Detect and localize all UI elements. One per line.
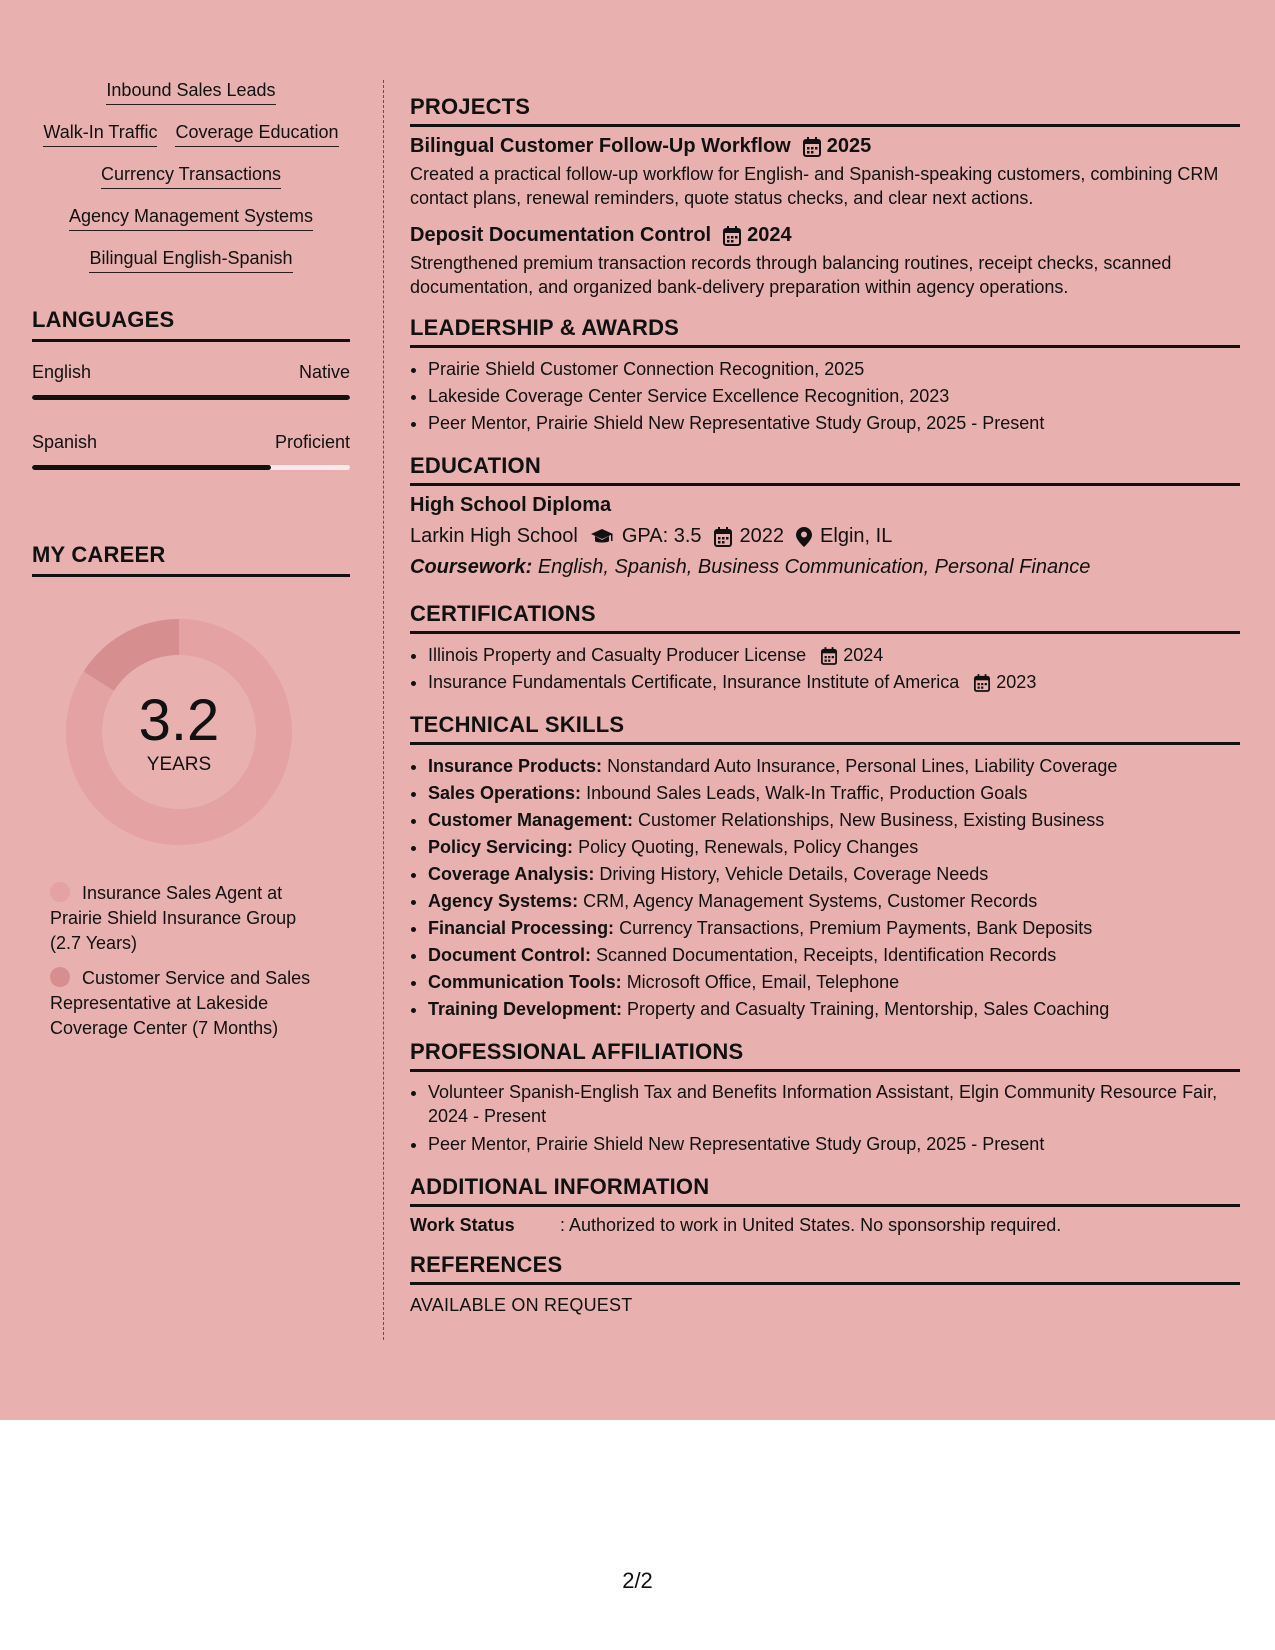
calendar-icon <box>723 226 741 246</box>
career-donut <box>66 619 292 845</box>
skill-item <box>428 942 1240 969</box>
skill-value: Currency Transactions, Premium Payments, Bank Deposits <box>619 918 1093 938</box>
references-title: REFERENCES <box>410 1252 1240 1285</box>
list-item <box>428 669 1240 696</box>
technical-skills-list <box>410 753 1240 1023</box>
education-coursework <box>410 556 1240 579</box>
cert-year: 2024 <box>843 645 884 665</box>
project-title <box>410 224 1240 247</box>
cert-name: Illinois Property and Casualty Producer License <box>428 645 807 665</box>
language-bar-fill <box>32 465 271 470</box>
skill-value: CRM, Agency Management Systems, Customer Records <box>583 891 1038 911</box>
additional-info-section <box>410 1174 1240 1236</box>
project-description: Created a practical follow-up workflow for English- and Spanish-speaking customers, combining CRM contact plans, renewal reminders, quote status checks, and clear next actions. <box>410 164 1219 208</box>
skill-value: Scanned Documentation, Receipts, Identification Records <box>596 945 1057 965</box>
language-item <box>32 362 350 400</box>
education-details <box>410 525 1240 548</box>
skill-item <box>428 753 1240 780</box>
list-item: • Prairie Shield Customer Connection Recognition, 2025 <box>428 356 1240 383</box>
legend-dot <box>50 882 70 902</box>
skill-key: Agency Systems: <box>428 891 579 911</box>
project-name: Bilingual Customer Follow-Up Workflow <box>410 135 791 157</box>
language-level: Native <box>298 362 350 382</box>
calendar-icon <box>803 137 821 157</box>
leadership-section <box>410 315 1240 437</box>
career-unit: YEARS <box>146 754 212 775</box>
career-legend <box>32 881 350 1041</box>
technical-skills-section <box>410 712 1240 1023</box>
language-level: Proficient <box>274 432 350 452</box>
skill-tags <box>32 80 350 273</box>
skill-key: Financial Processing: <box>428 918 615 938</box>
left-column <box>32 80 350 1051</box>
list-item: • Peer Mentor, Prairie Shield New Representative Study Group, 2025 - Present <box>428 1131 1240 1158</box>
career-section <box>32 542 350 1041</box>
skill-item <box>428 780 1240 807</box>
coursework-label: Coursework: <box>410 556 533 578</box>
skill-item <box>428 807 1240 834</box>
coursework-value: English, Spanish, Business Communication, Personal Finance <box>537 556 1091 578</box>
skill-item <box>428 996 1240 1023</box>
skill-key: Communication Tools: <box>428 972 622 992</box>
skill-key: Training Development: <box>428 999 623 1019</box>
skill-key: Coverage Analysis: <box>428 864 595 884</box>
map-pin-icon <box>796 527 812 547</box>
legend-dot <box>50 967 70 987</box>
cert-year: 2023 <box>996 672 1037 692</box>
certifications-section <box>410 601 1240 696</box>
skill-item <box>428 969 1240 996</box>
language-name: English <box>32 362 92 382</box>
skill-value: Driving History, Vehicle Details, Coverage Needs <box>599 864 989 884</box>
skill-tag: Inbound Sales Leads <box>106 80 275 105</box>
skill-value: Nonstandard Auto Insurance, Personal Lines, Liability Coverage <box>607 756 1118 776</box>
skill-tag: Bilingual English-Spanish <box>89 248 292 273</box>
skill-key: Policy Servicing: <box>428 837 574 857</box>
career-total: 3.2 <box>138 688 220 753</box>
list-item: • Peer Mentor, Prairie Shield New Representative Study Group, 2025 - Present <box>428 410 1240 437</box>
skill-key: Insurance Products: <box>428 756 603 776</box>
cert-name: Insurance Fundamentals Certificate, Insurance Institute of America <box>428 672 960 692</box>
skill-value: Customer Relationships, New Business, Existing Business <box>638 810 1105 830</box>
language-bar <box>32 395 350 400</box>
references-section <box>410 1252 1240 1316</box>
career-title: MY CAREER <box>32 542 350 577</box>
additional-info-title: ADDITIONAL INFORMATION <box>410 1174 1240 1207</box>
column-divider <box>383 80 384 1340</box>
skill-value: Inbound Sales Leads, Walk-In Traffic, Production Goals <box>586 783 1028 803</box>
education-degree: High School Diploma <box>410 494 612 516</box>
skill-item <box>428 915 1240 942</box>
calendar-icon <box>821 647 837 665</box>
list-item <box>428 642 1240 669</box>
education-title: EDUCATION <box>410 453 1240 486</box>
project-name: Deposit Documentation Control <box>410 224 712 246</box>
skill-key: Document Control: <box>428 945 591 965</box>
projects-section <box>410 94 1240 299</box>
projects-title: PROJECTS <box>410 94 1240 127</box>
languages-section <box>32 307 350 470</box>
skill-tag: Agency Management Systems <box>69 206 313 231</box>
certifications-title: CERTIFICATIONS <box>410 601 1240 634</box>
skill-key: Sales Operations: <box>428 783 582 803</box>
skill-key: Customer Management: <box>428 810 634 830</box>
education-location: Elgin, IL <box>820 525 893 547</box>
education-section <box>410 453 1240 579</box>
language-bar-fill <box>32 395 350 400</box>
skill-value: Microsoft Office, Email, Telephone <box>626 972 900 992</box>
skill-item <box>428 888 1240 915</box>
work-status-label: Work Status <box>410 1215 515 1235</box>
career-legend-item <box>50 881 330 956</box>
skill-tag: Coverage Education <box>175 122 338 147</box>
education-gpa: GPA: 3.5 <box>621 525 702 547</box>
skill-item <box>428 861 1240 888</box>
skill-tag: Walk-In Traffic <box>43 122 157 147</box>
affiliations-title: PROFESSIONAL AFFILIATIONS <box>410 1039 1240 1072</box>
graduation-cap-icon <box>590 528 614 546</box>
leadership-title: LEADERSHIP & AWARDS <box>410 315 1240 348</box>
list-item: • Volunteer Spanish-English Tax and Benefits Information Assistant, Elgin Community Resource Fair, 2024 - Present <box>428 1080 1240 1128</box>
calendar-icon <box>714 527 732 547</box>
career-label: Customer Service and Sales Representative at Lakeside Coverage Center (7 Months) <box>50 968 311 1038</box>
project-year: 2024 <box>747 224 792 246</box>
skill-value: Property and Casualty Training, Mentorship, Sales Coaching <box>627 999 1110 1019</box>
skill-tag: Currency Transactions <box>101 164 281 189</box>
career-label: Insurance Sales Agent at Prairie Shield Insurance Group (2.7 Years) <box>50 883 297 953</box>
skill-value: Policy Quoting, Renewals, Policy Changes <box>578 837 919 857</box>
project-description: Strengthened premium transaction records through balancing routines, receipt checks, scanned documentation, and organized bank-delivery preparation within agency operations. <box>410 253 1172 297</box>
affiliations-section <box>410 1039 1240 1158</box>
list-item: • Lakeside Coverage Center Service Excellence Recognition, 2023 <box>428 383 1240 410</box>
right-column <box>410 94 1240 1332</box>
career-legend-item <box>50 966 330 1041</box>
references-text: AVAILABLE ON REQUEST <box>410 1295 633 1315</box>
project-year: 2025 <box>826 135 872 157</box>
education-school: Larkin High School <box>410 525 578 547</box>
language-name: Spanish <box>32 432 98 452</box>
calendar-icon <box>974 674 990 692</box>
page-number: 2/2 <box>622 1568 653 1593</box>
technical-skills-title: TECHNICAL SKILLS <box>410 712 1240 745</box>
languages-title: LANGUAGES <box>32 307 350 342</box>
project-title <box>410 135 1240 158</box>
language-bar <box>32 465 350 470</box>
skill-item <box>428 834 1240 861</box>
language-item <box>32 432 350 470</box>
education-year: 2022 <box>739 525 785 547</box>
work-status-value: : Authorized to work in United States. No sponsorship required. <box>560 1215 1062 1235</box>
